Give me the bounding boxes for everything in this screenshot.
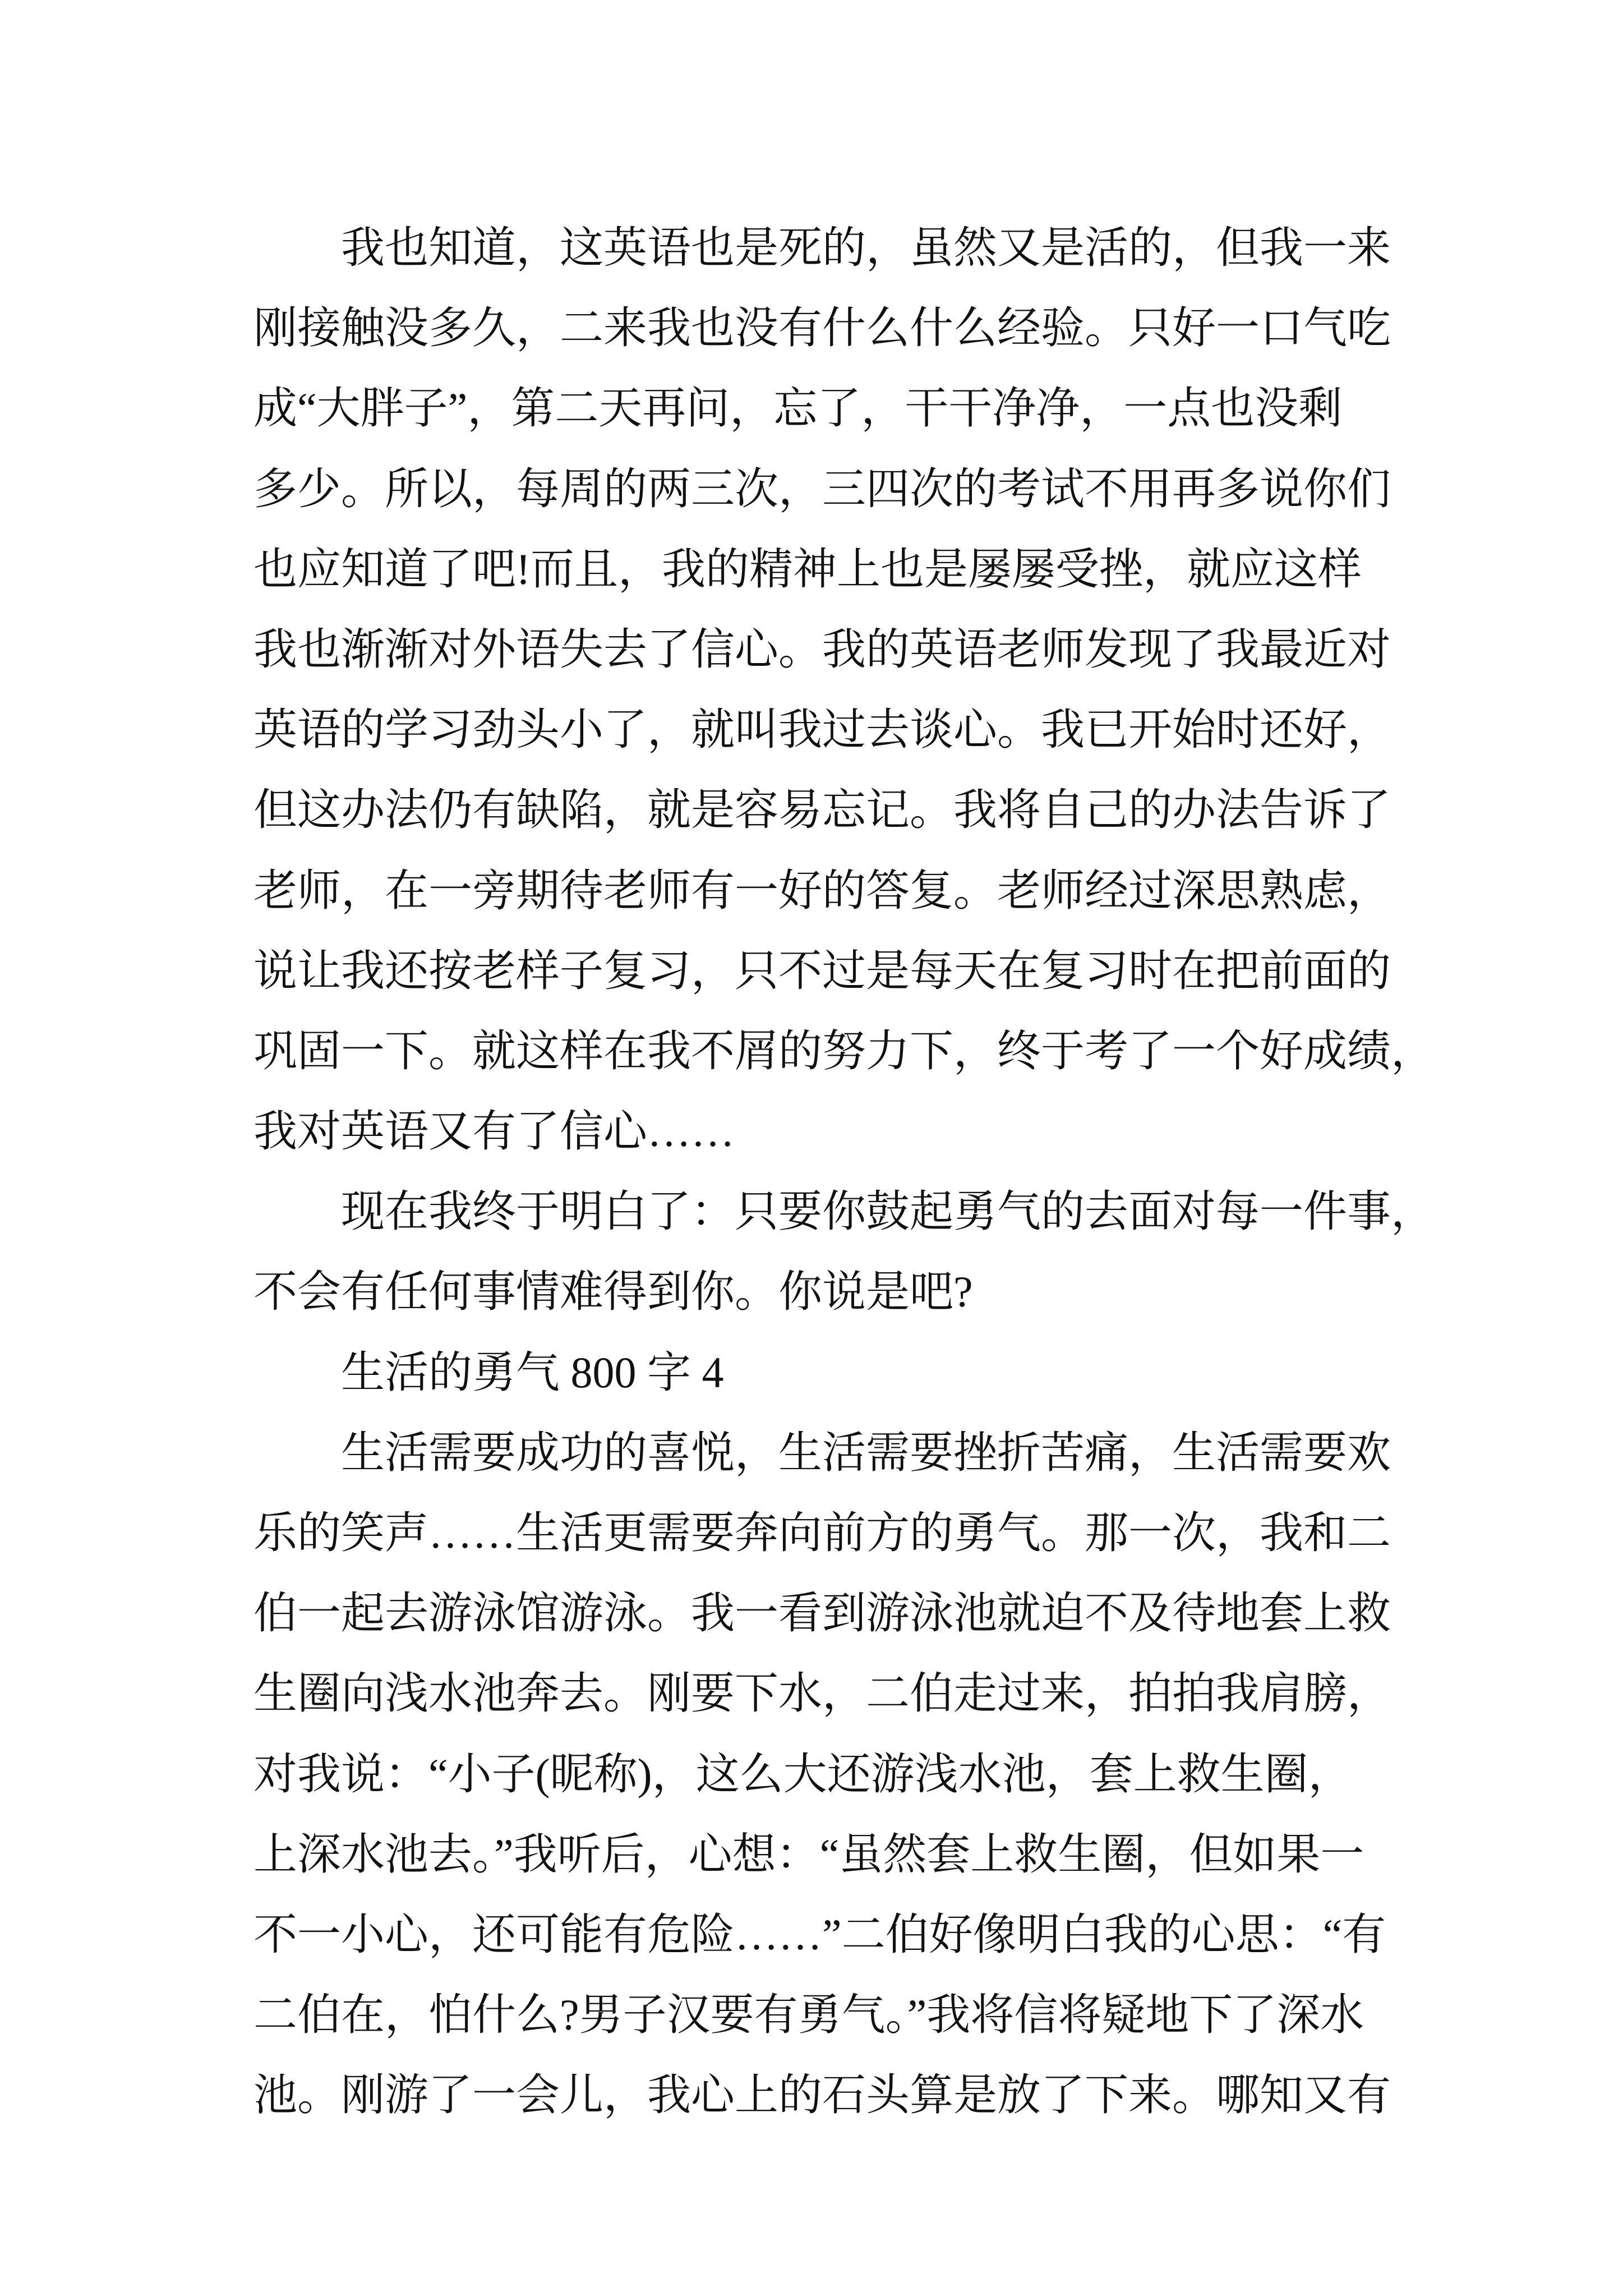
- text-line: 刚接触没多久，二来我也没有什么什么经验。只好一口气吃: [253, 303, 1391, 353]
- text-line: 现在我终于明白了：只要你鼓起勇气的去面对每一件事，: [341, 1187, 1435, 1236]
- section-title: 生活的勇气 800 字 4: [341, 1347, 724, 1397]
- text-line: 不会有任何事情难得到你。你说是吧?: [253, 1267, 973, 1317]
- text-line: 池。刚游了一会儿，我心上的石头算是放了下来。哪知又有: [253, 2070, 1391, 2120]
- text-line: 也应知道了吧!而且，我的精神上也是屡屡受挫，就应这样: [253, 544, 1362, 593]
- text-line: 巩固一下。就这样在我不屑的努力下，终于考了一个好成绩，: [253, 1026, 1435, 1075]
- document-body: [253, 208, 1487, 2136]
- text-line: 对我说：“小子(昵称)，这么大还游浅水池，套上救生圈，: [253, 1749, 1352, 1798]
- paragraph: [253, 208, 1487, 1171]
- text-line: 二伯在，怕什么?男子汉要有勇气。”我将信将疑地下了深水: [253, 1990, 1364, 2040]
- text-line: 上深水池去。”我听后，心想：“虽然套上救生圈，但如果一: [253, 1829, 1364, 1879]
- text-line: 成“大胖子”，第二天再问，忘了，干干净净，一点也没剩: [253, 384, 1343, 433]
- text-line: 但这办法仍有缺陷，就是容易忘记。我将自己的办法告诉了: [253, 785, 1391, 835]
- text-line: 多少。所以，每周的两三次，三四次的考试不用再多说你们: [253, 464, 1391, 513]
- text-line: 伯一起去游泳馆游泳。我一看到游泳池就迫不及待地套上救: [253, 1589, 1391, 1638]
- text-line: 乐的笑声……生活更需要奔向前方的勇气。那一次，我和二: [253, 1508, 1391, 1557]
- text-line: 我对英语又有了信心……: [253, 1107, 735, 1156]
- text-line: 生活需要成功的喜悦，生活需要挫折苦痛，生活需要欢: [341, 1428, 1391, 1477]
- paragraph: [253, 1412, 1487, 2136]
- text-line: 老师，在一旁期待老师有一好的答复。老师经过深思熟虑，: [253, 866, 1391, 915]
- text-line: 说让我还按老样子复习，只不过是每天在复习时在把前面的: [253, 946, 1391, 995]
- text-line: 我也渐渐对外语失去了信心。我的英语老师发现了我最近对: [253, 624, 1391, 674]
- text-line: 我也知道，这英语也是死的，虽然又是活的，但我一来: [341, 223, 1391, 272]
- paragraph: [253, 1171, 1487, 1332]
- text-line: 不一小心，还可能有危险……”二伯好像明白我的心思：“有: [253, 1910, 1386, 1959]
- text-line: 英语的学习劲头小了，就叫我过去谈心。我已开始时还好，: [253, 705, 1391, 754]
- text-line: 生圈向浅水池奔去。刚要下水，二伯走过来，拍拍我肩膀，: [253, 1669, 1391, 1718]
